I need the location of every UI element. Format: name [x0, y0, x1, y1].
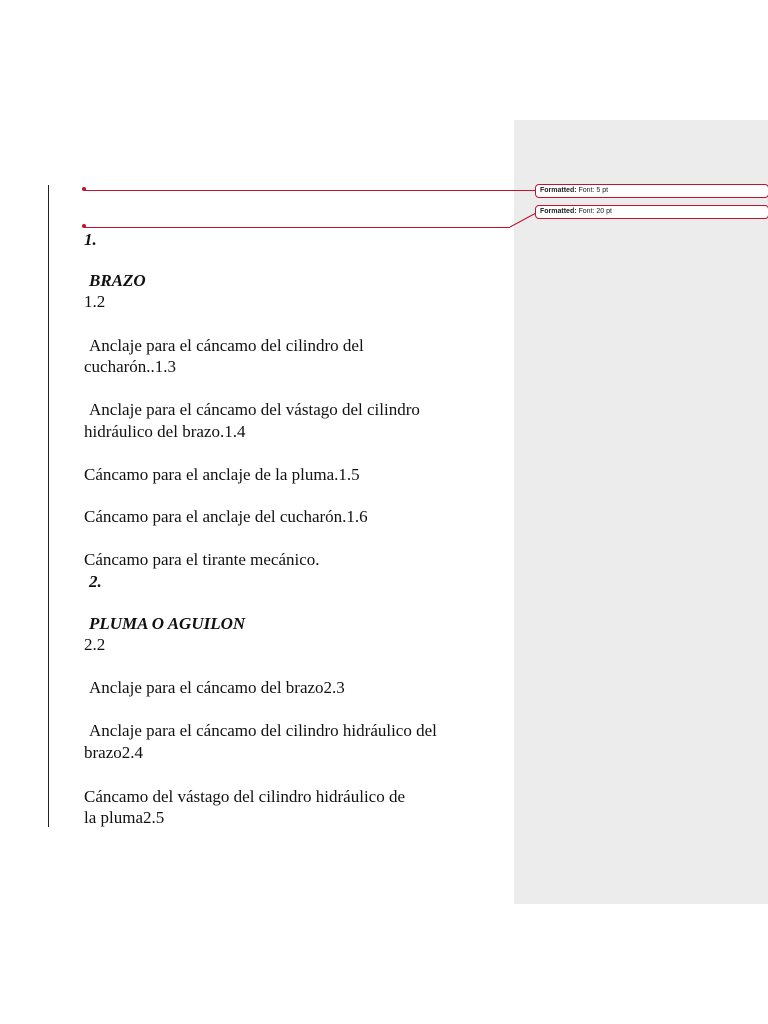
comment-detail: Font: 20 pt — [578, 208, 612, 215]
item-number: 1.2 — [84, 292, 106, 311]
comment-label: Formatted: — [540, 208, 577, 215]
comment-leader-line-1 — [84, 190, 535, 191]
comment-label: Formatted: — [540, 187, 577, 194]
item-number: 2.2 — [84, 635, 106, 654]
paragraph-line: Anclaje para el cáncamo del brazo2.3 — [89, 678, 345, 697]
comment-leader-line-2 — [84, 227, 510, 228]
change-bar — [48, 185, 49, 827]
comment-leader-connector-2 — [508, 210, 538, 230]
section-1-title: BRAZO — [89, 271, 146, 290]
comment-detail: Font: 5 pt — [578, 187, 609, 194]
paragraph-line: Anclaje para el cáncamo del vástago del cilindro — [89, 400, 420, 419]
paragraph-line: Cáncamo para el tirante mecánico. — [84, 550, 320, 569]
paragraph-line: Cáncamo del vástago del cilindro hidráulico de — [84, 787, 406, 806]
paragraph-line: Anclaje para el cáncamo del cilindro del — [89, 336, 364, 355]
paragraph-line: Cáncamo para el anclaje de la pluma.1.5 — [84, 465, 360, 484]
paragraph-line: la pluma2.5 — [84, 808, 165, 827]
paragraph-line: hidráulico del brazo.1.4 — [84, 422, 246, 441]
comment-margin-pane — [514, 120, 768, 904]
section-1-number: 1. — [84, 230, 97, 249]
comment-balloon-1[interactable] — [535, 184, 768, 198]
section-2-number: 2. — [89, 572, 102, 591]
comment-balloon-2[interactable] — [535, 205, 768, 219]
paragraph-line: brazo2.4 — [84, 743, 144, 762]
paragraph-line: Anclaje para el cáncamo del cilindro hidráulico del — [89, 721, 437, 740]
paragraph-line: Cáncamo para el anclaje del cucharón.1.6 — [84, 507, 368, 526]
paragraph-line: cucharón..1.3 — [84, 357, 177, 376]
section-2-title: PLUMA O AGUILON — [89, 614, 246, 633]
